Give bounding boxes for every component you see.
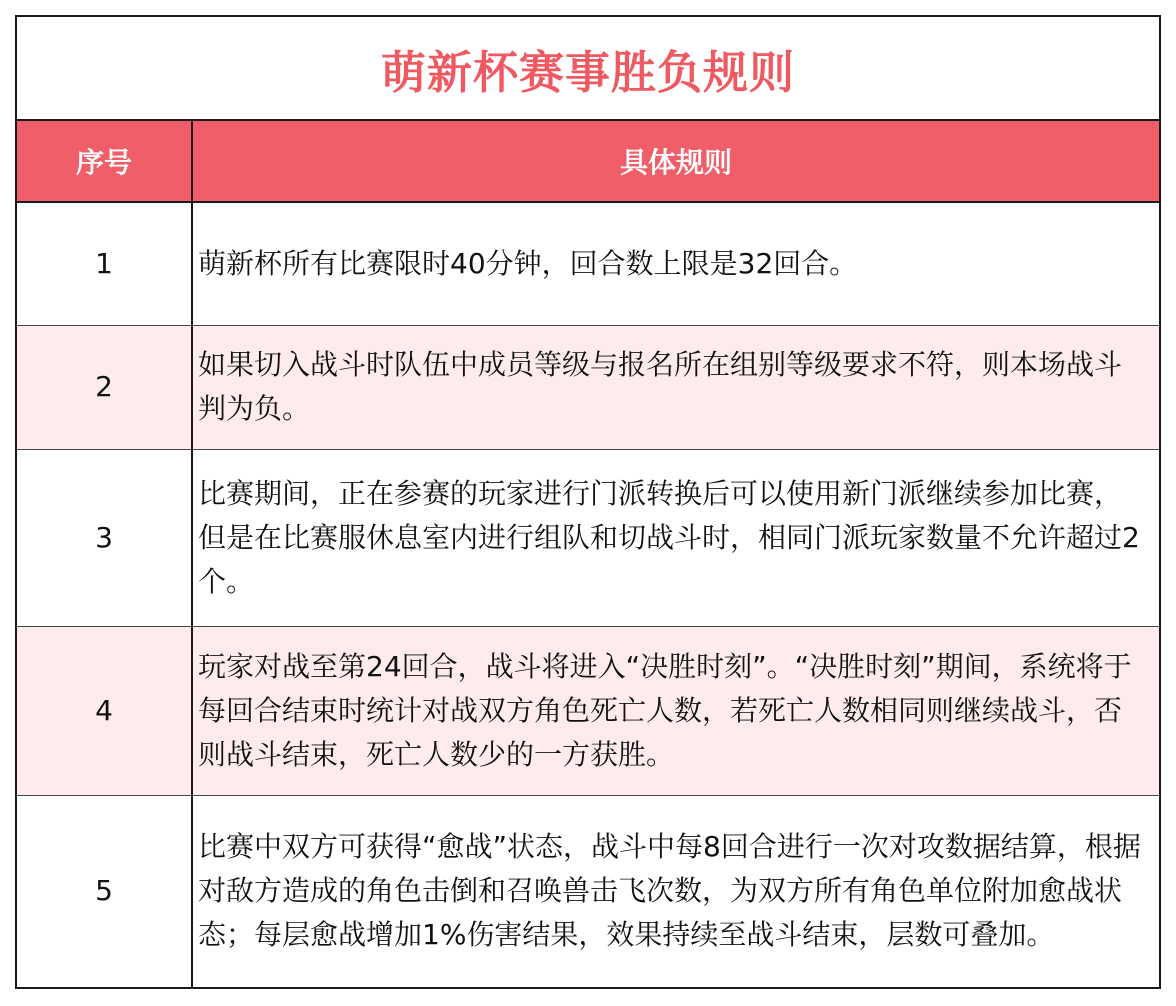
column-header-number: 序号	[17, 121, 192, 202]
title-row	[17, 17, 1159, 121]
header-row	[17, 121, 1159, 202]
table-row	[17, 325, 1159, 449]
rules-table-container	[15, 15, 1161, 989]
row-number: 4	[17, 626, 192, 795]
row-rule: 萌新杯所有比赛限时40分钟，回合数上限是32回合。	[192, 202, 1159, 325]
rules-table	[17, 121, 1159, 987]
row-number: 1	[17, 202, 192, 325]
row-rule: 玩家对战至第24回合，战斗将进入“决胜时刻”。“决胜时刻”期间，系统将于每回合结束时统计对战双方角色死亡人数，若死亡人数相同则继续战斗，否则战斗结束，死亡人数少的一方获胜。	[192, 626, 1159, 795]
row-number: 2	[17, 325, 192, 449]
row-rule: 比赛期间，正在参赛的玩家进行门派转换后可以使用新门派继续参加比赛，但是在比赛服休息室内进行组队和切战斗时，相同门派玩家数量不允许超过2个。	[192, 449, 1159, 626]
column-header-rule: 具体规则	[192, 121, 1159, 202]
page-title: 萌新杯赛事胜负规则	[380, 45, 795, 99]
table-row	[17, 449, 1159, 626]
table-row	[17, 202, 1159, 325]
table-row	[17, 626, 1159, 795]
table-row	[17, 795, 1159, 987]
row-number: 5	[17, 795, 192, 987]
row-number: 3	[17, 449, 192, 626]
row-rule: 如果切入战斗时队伍中成员等级与报名所在组别等级要求不符，则本场战斗判为负。	[192, 325, 1159, 449]
row-rule: 比赛中双方可获得“愈战”状态，战斗中每8回合进行一次对攻数据结算，根据对敌方造成的角色击倒和召唤兽击飞次数，为双方所有角色单位附加愈战状态；每层愈战增加1%伤害结果，效果持续至战斗结束，层数可叠加。	[192, 795, 1159, 987]
